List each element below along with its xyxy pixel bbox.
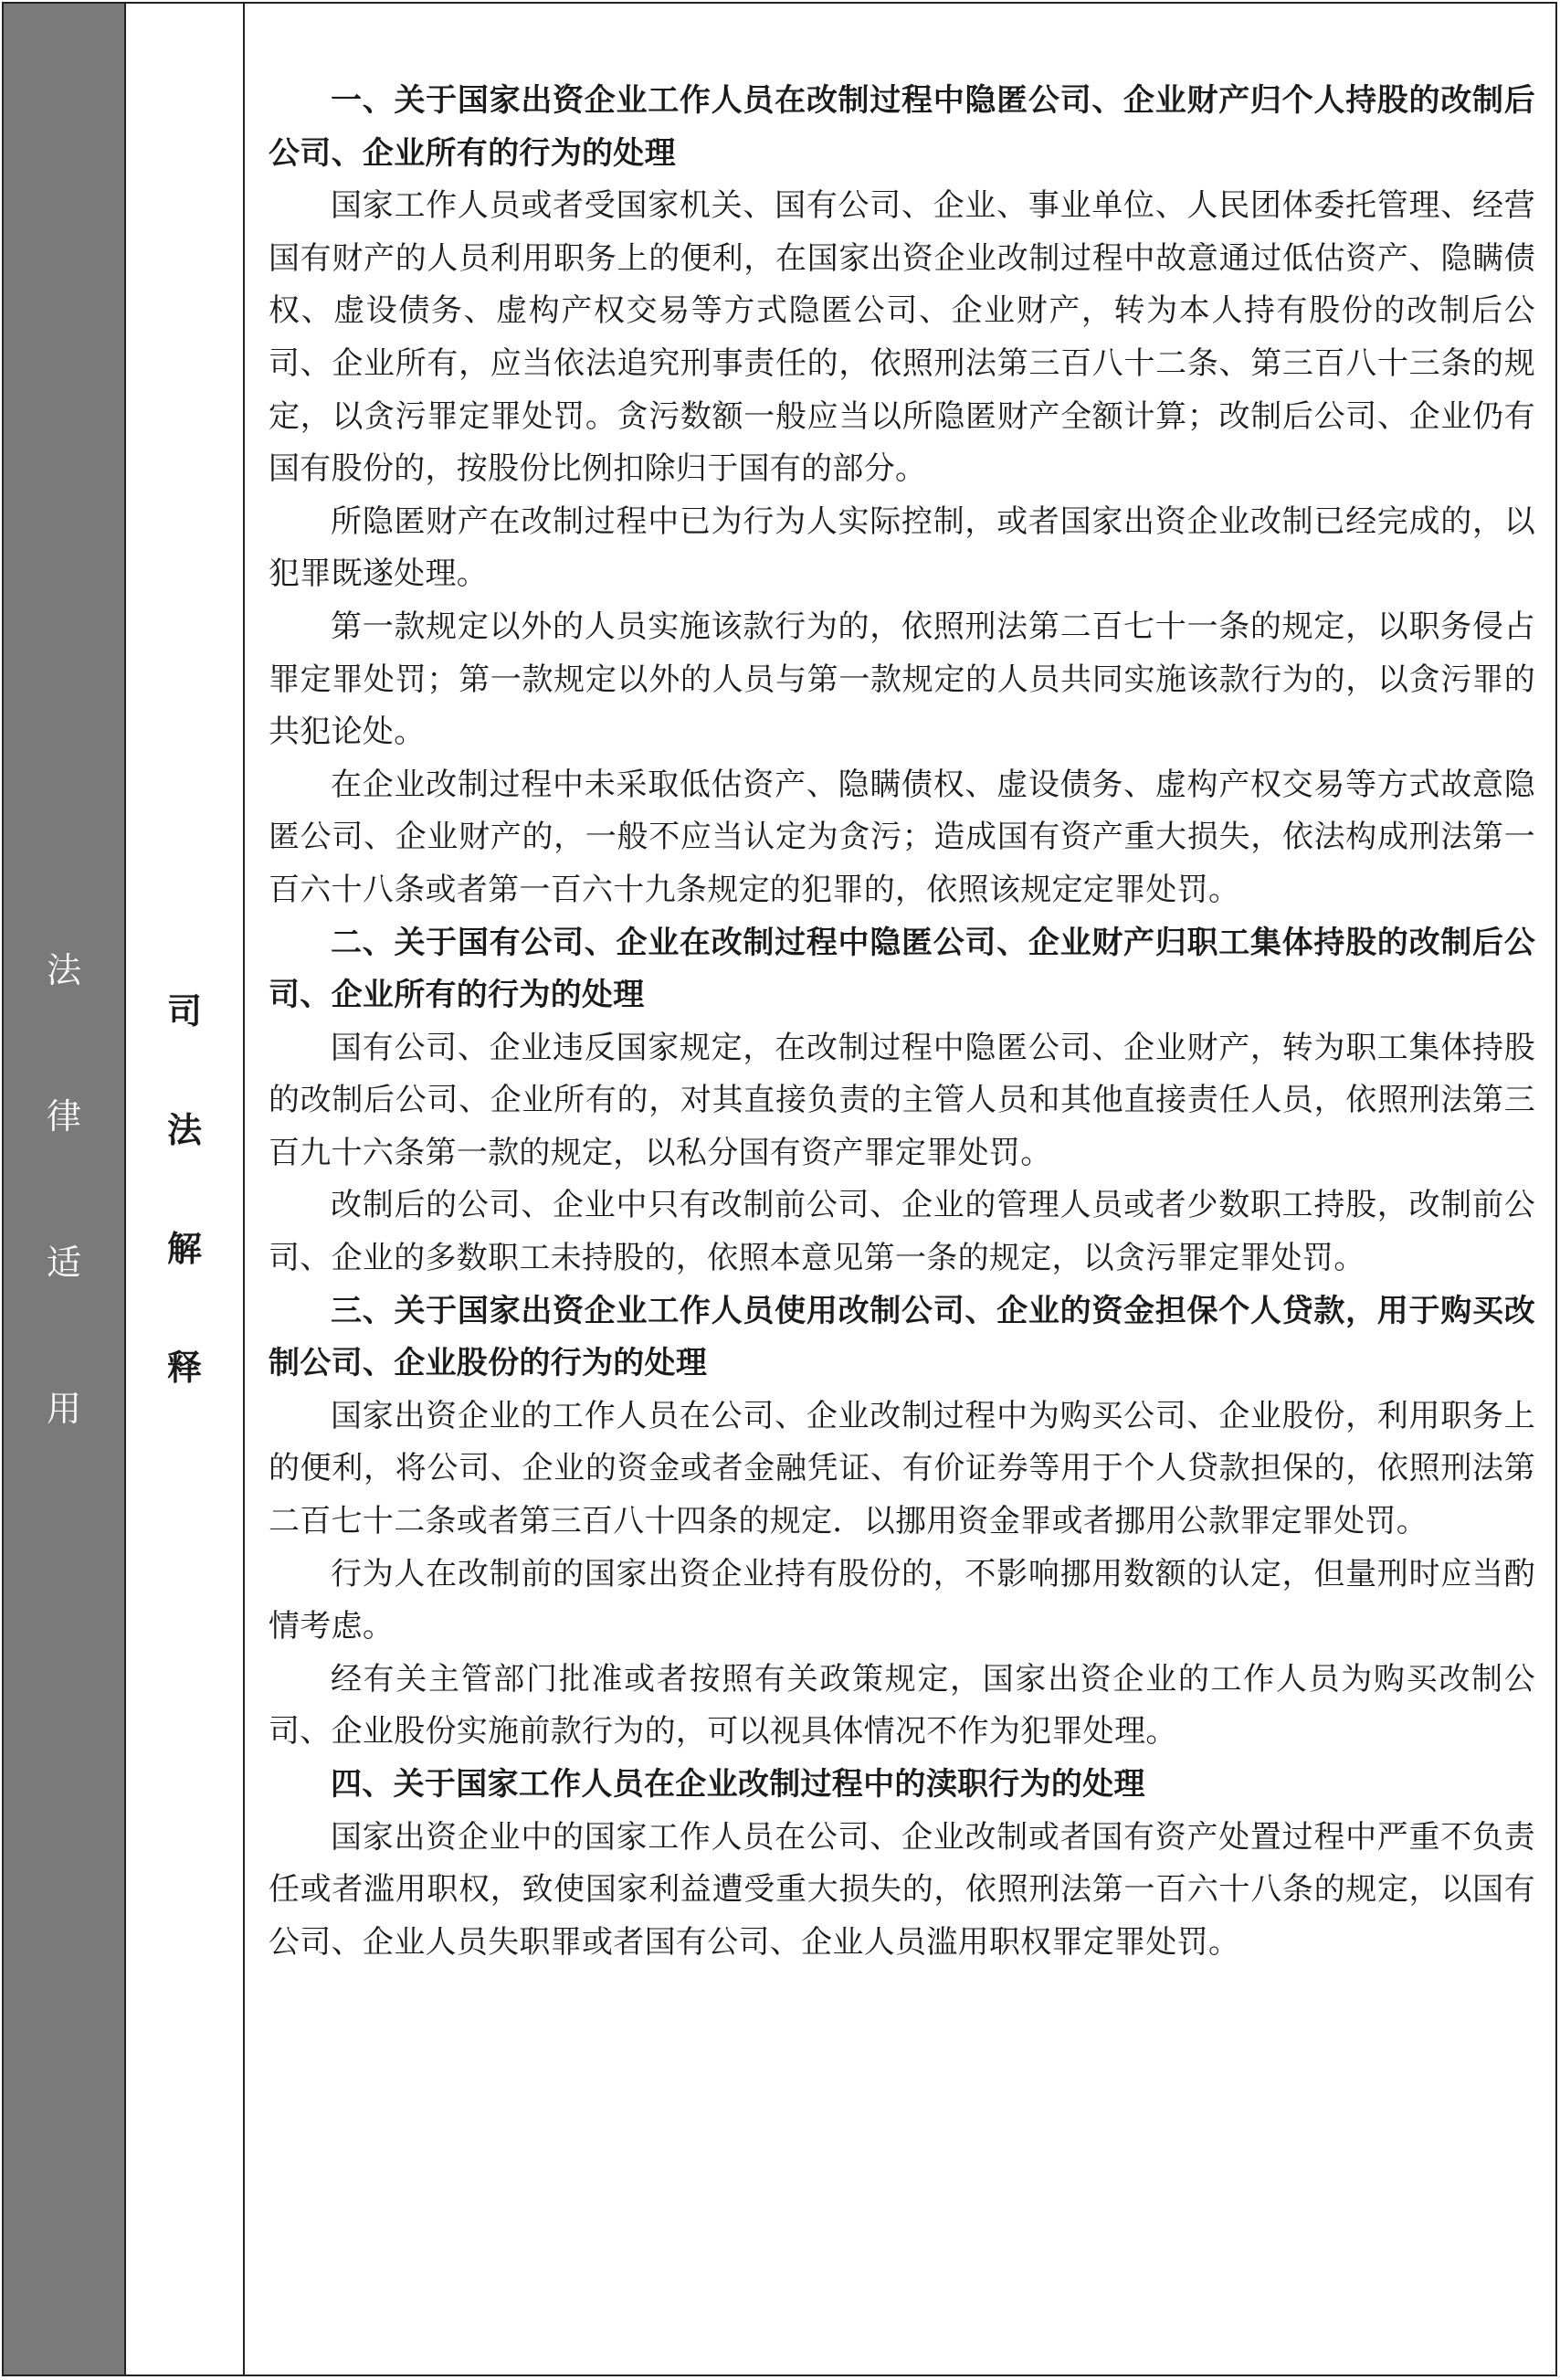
subcategory-char: 释 — [166, 1347, 202, 1388]
body-paragraph: 改制后的公司、企业中只有改制前公司、企业的管理人员或者少数职工持股，改制前公司、企业的多数职工未持股的，依照本意见第一条的规定，以贪污罪定罪处罚。 — [269, 1187, 1535, 1277]
subcategory-char: 司 — [166, 990, 202, 1031]
subcategory-column — [126, 4, 245, 2375]
body-paragraph: 第一款规定以外的人员实施该款行为的，依照刑法第二百七十一条的规定，以职务侵占罪定罪处罚；第一款规定以外的人员与第一款规定的人员共同实施该款行为的，以贪污罪的共犯论处。 — [269, 608, 1535, 751]
section-heading-2: 二、关于国有公司、企业在改制过程中隐匿公司、企业财产归职工集体持股的改制后公司、企业所有的行为的处理 — [269, 924, 1535, 1014]
category-char: 适 — [46, 1242, 81, 1283]
category-column — [4, 4, 126, 2375]
body-paragraph: 所隐匿财产在改制过程中已为行为人实际控制，或者国家出资企业改制已经完成的，以犯罪既遂处理。 — [269, 502, 1535, 593]
subcategory-char: 解 — [166, 1228, 202, 1269]
law-table — [2, 2, 1557, 2376]
body-paragraph: 国有公司、企业违反国家规定，在改制过程中隐匿公司、企业财产，转为职工集体持股的改制后公司、企业所有的，对其直接负责的主管人员和其他直接责任人员，依照刑法第三百九十六条第一款的规定，以私分国有资产罪定罪处罚。 — [269, 1029, 1535, 1171]
subcategory-char: 法 — [166, 1109, 202, 1150]
body-paragraph: 行为人在改制前的国家出资企业持有股份的，不影响挪用数额的认定，但量刑时应当酌情考虑。 — [269, 1555, 1535, 1645]
section-heading-4: 四、关于国家工作人员在企业改制过程中的渎职行为的处理 — [331, 1766, 1145, 1803]
section-heading-3: 三、关于国家出资企业工作人员使用改制公司、企业的资金担保个人贷款，用于购买改制公司、企业股份的行为的处理 — [269, 1292, 1535, 1382]
body-paragraph: 经有关主管部门批准或者按照有关政策规定，国家出资企业的工作人员为购买改制公司、企业股份实施前款行为的，可以视具体情况不作为犯罪处理。 — [269, 1660, 1535, 1751]
category-char: 律 — [46, 1095, 81, 1137]
content-column — [245, 4, 1555, 2375]
body-paragraph: 国家工作人员或者受国家机关、国有公司、企业、事业单位、人民团体委托管理、经营国有财产的人员利用职务上的便利，在国家出资企业改制过程中故意通过低估资产、隐瞒债权、虚设债务、虚构产权交易等方式隐匿公司、企业财产，转为本人持有股份的改制后公司、企业所有，应当依法追究刑事责任的，依照刑法第三百八十二条、第三百八十三条的规定，以贪污罪定罪处罚。贪污数额一般应当以所隐匿财产全额计算；改制后公司、企业仍有国有股份的，按股份比例扣除归于国有的部分。 — [269, 187, 1535, 488]
body-paragraph: 国家出资企业的工作人员在公司、企业改制过程中为购买公司、企业股份，利用职务上的便利，将公司、企业的资金或者金融凭证、有价证券等用于个人贷款担保的，依照刑法第二百七十二条或者第三百八十四条的规定．以挪用资金罪或者挪用公款罪定罪处罚。 — [269, 1397, 1535, 1540]
category-char: 法 — [46, 949, 81, 990]
category-char: 用 — [46, 1388, 81, 1429]
body-paragraph: 在企业改制过程中未采取低估资产、隐瞒债权、虚设债务、虚构产权交易等方式故意隐匿公司、企业财产的，一般不应当认定为贪污；造成国有资产重大损失，依法构成刑法第一百六十八条或者第一百六十九条规定的犯罪的，依照该规定定罪处罚。 — [269, 766, 1535, 908]
section-heading-1: 一、关于国家出资企业工作人员在改制过程中隐匿公司、企业财产归个人持股的改制后公司、企业所有的行为的处理 — [269, 82, 1535, 172]
body-paragraph: 国家出资企业中的国家工作人员在公司、企业改制或者国有资产处置过程中严重不负责任或者滥用职权，致使国家利益遭受重大损失的，依照刑法第一百六十八条的规定，以国有公司、企业人员失职罪或者国有公司、企业人员滥用职权罪定罪处罚。 — [269, 1818, 1535, 1961]
